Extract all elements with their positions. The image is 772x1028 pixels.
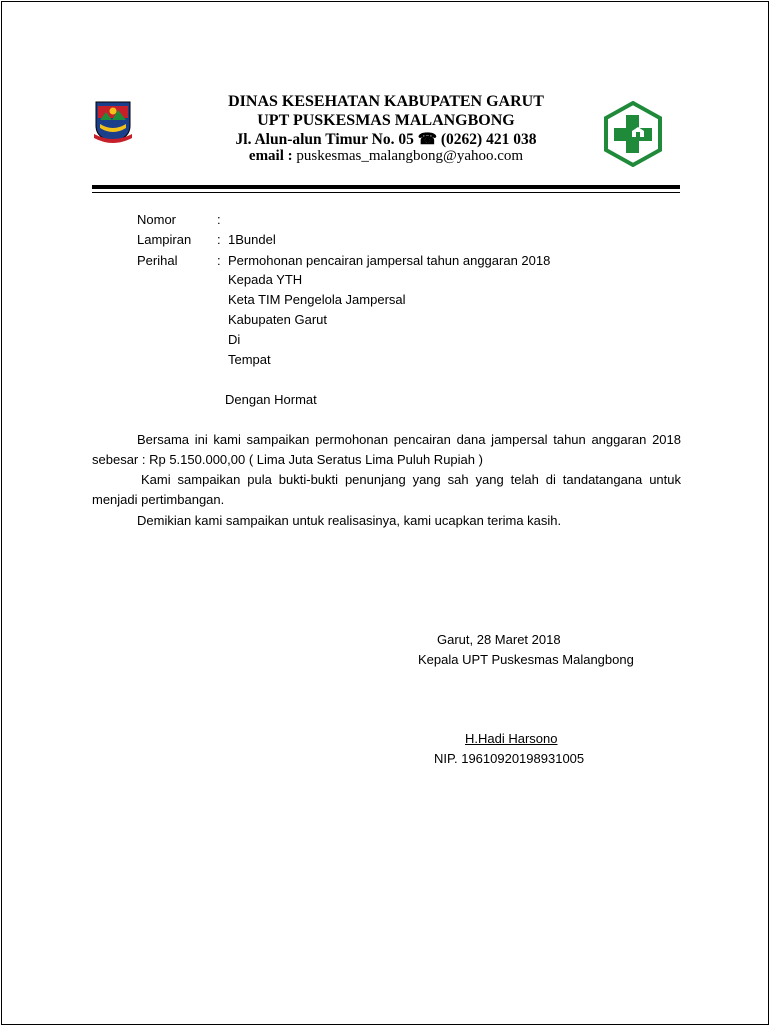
body-paragraph-2-line-1: Kami sampaikan pula bukti-bukti penunjang yang sah yang telah di tandatangana untuk xyxy=(141,472,681,487)
greeting: Dengan Hormat xyxy=(225,392,317,407)
recipient-line: Tempat xyxy=(228,352,271,367)
phone-number: (0262) 421 038 xyxy=(440,131,537,148)
nomor-label: Nomor xyxy=(137,212,177,227)
lampiran-label: Lampiran xyxy=(137,232,192,247)
recipient-line: Kepada YTH xyxy=(228,272,303,287)
signer-name: H.Hadi Harsono xyxy=(465,731,558,746)
body-paragraph-1-line-1: Bersama ini kami sampaikan permohonan pencairan dana jampersal tahun anggaran 2018 xyxy=(137,432,681,447)
lampiran-value: 1Bundel xyxy=(228,232,276,247)
email-label: email : xyxy=(248,148,293,164)
unit-name: UPT PUSKESMAS MALANGBONG xyxy=(257,112,515,129)
garut-regency-emblem-icon xyxy=(92,98,134,144)
puskesmas-cross-emblem-icon xyxy=(602,101,664,167)
place-date: Garut, 28 Maret 2018 xyxy=(437,632,561,647)
signer-nip: NIP. 19610920198931005 xyxy=(434,751,585,766)
recipient-line: Kabupaten Garut xyxy=(228,312,328,327)
letterhead-rule-thick xyxy=(92,185,680,189)
signer-position: Kepala UPT Puskesmas Malangbong xyxy=(418,652,634,667)
recipient-line: Di xyxy=(228,332,241,347)
agency-name: DINAS KESEHATAN KABUPATEN GARUT xyxy=(228,93,544,110)
letterhead-rule-thin xyxy=(92,192,680,193)
body-paragraph-3: Demikian kami sampaikan untuk realisasinya, kami ucapkan terima kasih. xyxy=(137,513,562,528)
address-line xyxy=(200,130,572,149)
lampiran-colon: : xyxy=(217,232,221,247)
body-paragraph-1-line-2: sebesar : Rp 5.150.000,00 ( Lima Juta Seratus Lima Puluh Rupiah ) xyxy=(92,452,483,467)
recipient-line: Keta TIM Pengelola Jampersal xyxy=(228,292,406,307)
telephone-icon: ☎ xyxy=(417,131,438,148)
perihal-value: Permohonan pencairan jampersal tahun anggaran 2018 xyxy=(228,253,551,268)
body-paragraph-2-line-2: menjadi pertimbangan. xyxy=(92,492,225,507)
email-line xyxy=(200,148,572,165)
perihal-colon: : xyxy=(217,253,221,268)
perihal-label: Perihal xyxy=(137,253,178,268)
email-address: puskesmas_malangbong@yahoo.com xyxy=(296,148,524,164)
nomor-colon: : xyxy=(217,212,221,227)
address: Jl. Alun-alun Timur No. 05 xyxy=(235,131,414,148)
